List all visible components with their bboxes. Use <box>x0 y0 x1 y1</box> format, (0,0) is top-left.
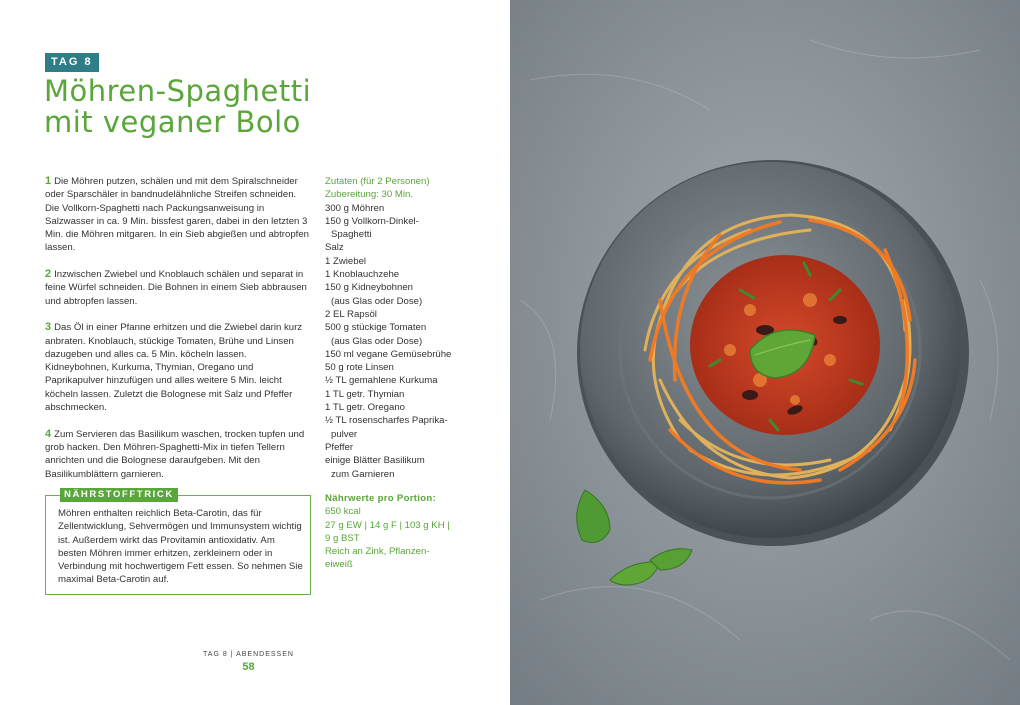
nutrition-macros: 27 g EW | 14 g F | 103 g KH | <box>325 519 450 531</box>
prep-time: Zubereitung: 30 Min. <box>325 189 413 201</box>
ingredient-item: einige Blätter Basilikum <box>325 455 425 467</box>
step-1 <box>45 175 310 255</box>
ingredient-item: 1 Zwiebel <box>325 255 367 267</box>
ingredient-item: 150 g Vollkorn-Dinkel- <box>325 215 419 227</box>
recipe-title <box>44 76 464 138</box>
title-line-2: mit veganer Bolo <box>44 105 301 139</box>
nutrition-fiber: 9 g BST <box>325 532 360 544</box>
ingredient-item: 50 g rote Linsen <box>325 362 394 374</box>
nutrition-rich: Reich an Zink, Pflanzen- <box>325 546 430 558</box>
step-number: 2 <box>45 268 52 281</box>
ingredient-item: 1 TL getr. Thymian <box>325 388 405 400</box>
ingredient-item: Salz <box>325 242 344 254</box>
day-badge: TAG 8 <box>45 53 99 72</box>
ingredient-item: 1 Knoblauchzehe <box>325 269 400 281</box>
nutrition-heading: Nährwerte pro Portion: <box>325 493 437 504</box>
ingredient-item: zum Garnieren <box>331 468 395 480</box>
step-text: Die Möhren putzen, schälen und mit dem Spiralschneider oder Sparschäler in bandnudelähnliche Streifen schneiden. Die Vollkorn-Spaghetti nach Packungsanweisung in Salzwasser in ca. 9 Min. bissfest garen, dabei in den letzten 3 Min. die Möhren mitgaren. In ein Sieb abgießen und abtropfen lassen. <box>45 176 309 254</box>
ingredient-item: Spaghetti <box>331 229 372 241</box>
ingredient-item: 2 EL Rapsöl <box>325 308 377 320</box>
step-text: Inzwischen Zwiebel und Knoblauch schälen und separat in feine Würfel schneiden. Die Bohnen in einem Sieb abbrausen und abtropfen lassen. <box>45 269 307 307</box>
step-number: 3 <box>45 321 52 334</box>
tip-text: Möhren enthalten reichlich Beta-Carotin, das für Zellentwicklung, Sehvermögen und Immunsystem wichtig ist. Außerdem wirkt das Provitamin antioxidativ. Am besten Möhren immer erhitzen, zerkleinern oder in Verbindung mit hochwertigem Fett essen. So nehmen Sie maximal Beta-Carotin auf. <box>58 508 303 586</box>
ingredient-item: (aus Glas oder Dose) <box>331 295 423 307</box>
ingredients-list <box>325 175 485 481</box>
spaghetti-plate-image <box>510 0 1020 705</box>
step-2 <box>45 268 310 308</box>
ingredient-item: 1 TL getr. Oregano <box>325 402 406 414</box>
nutrient-tip-box <box>45 489 311 595</box>
ingredient-item: pulver <box>331 428 358 440</box>
ingredients-heading: Zutaten (für 2 Personen) <box>325 176 430 187</box>
step-number: 4 <box>45 427 52 440</box>
footer-label: TAG 8 | ABENDESSEN <box>203 651 294 658</box>
ingredient-item: ½ TL rosenscharfes Paprika- <box>325 415 448 427</box>
ingredient-item: 150 g Kidneybohnen <box>325 282 414 294</box>
food-photo <box>510 0 1020 705</box>
page-number: 58 <box>242 661 255 673</box>
ingredient-item: Pfeffer <box>325 441 354 453</box>
step-text: Zum Servieren das Basilikum waschen, trocken tupfen und grob hacken. Den Möhren-Spaghetti-Mix in tiefen Tellern anrichten und die Bolognese daraufgeben. Mit den Basilikumblättern garnieren. <box>45 428 305 480</box>
tip-label: NÄHRSTOFFTRICK <box>60 488 178 502</box>
nutrition-info <box>325 492 485 572</box>
ingredient-item: 150 ml vegane Gemüsebrühe <box>325 348 452 360</box>
step-4 <box>45 428 310 481</box>
step-number: 1 <box>45 175 52 187</box>
title-line-1: Möhren-Spaghetti <box>44 74 312 108</box>
nutrition-rich-cont: eiweiß <box>325 559 353 571</box>
ingredient-item: 300 g Möhren <box>325 202 385 214</box>
step-text: Das Öl in einer Pfanne erhitzen und die Zwiebel darin kurz anbraten. Knoblauch, stückige Tomaten, Brühe und Linsen dazugeben und alles ca. 5 Min. köcheln lassen. Kidneybohnen, Kurkuma, Thymian, Oregano und Paprikapulver hinzufügen und alles weitere 5 Min. leicht köcheln lassen. Zuletzt die Bolognese mit Salz und Pfeffer abschmecken. <box>45 322 303 414</box>
preparation-steps <box>45 175 310 494</box>
step-3 <box>45 321 310 414</box>
ingredient-item: 500 g stückige Tomaten <box>325 322 427 334</box>
nutrition-kcal: 650 kcal <box>325 506 361 518</box>
ingredient-item: ½ TL gemahlene Kurkuma <box>325 375 438 387</box>
ingredient-item: (aus Glas oder Dose) <box>331 335 423 347</box>
